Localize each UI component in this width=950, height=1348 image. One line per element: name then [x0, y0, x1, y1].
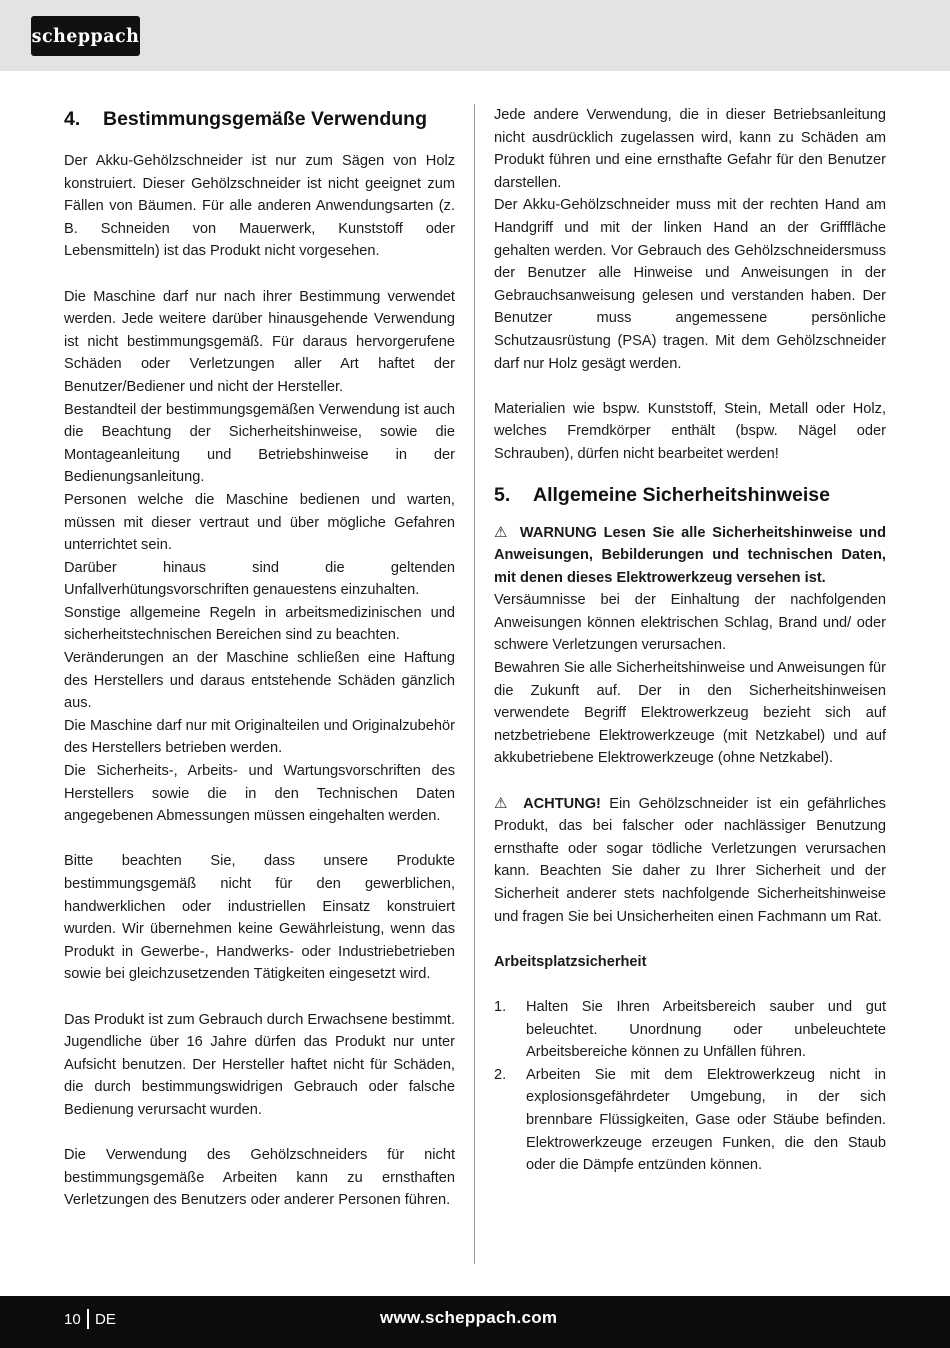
paragraph: Der Akku-Gehölzschneider ist nur zum Sägen von Holz konstruiert. Dieser Gehölzschneider ist nicht geeignet zum Fällen von Bäumen. Für alle anderen Anwendungsarten (z. B. Schneiden von Mauerwerk, Kunststoff oder Lebensmitteln) ist das Produkt nicht vorgesehen.: [64, 153, 455, 260]
section-number: 5.: [494, 483, 511, 506]
footer-bar: [0, 1296, 950, 1348]
numbered-list: [494, 996, 886, 1177]
right-column: [494, 104, 886, 1177]
paragraph: Materialien wie bspw. Kunststoff, Stein, Metall oder Holz, welches Fremdkörper enthält (bspw. Nägel oder Schrauben), dürfen nicht bearbeitet werden!: [494, 400, 886, 462]
caution-label: ACHTUNG!: [523, 795, 601, 812]
paragraph: Die Verwendung des Gehölzschneiders für nicht bestimmungsgemäße Arbeiten kann zu ernsthaften Verletzungen des Benutzers oder anderer Personen führen.: [64, 1147, 455, 1209]
list-item-number: 1.: [494, 998, 507, 1015]
paragraph: Bewahren Sie alle Sicherheitshinweise und Anweisungen für die Zukunft auf. Der in den Sicherheitshinweisen verwendete Begriff Elektrowerkzeug bezieht sich auf netzbetriebene Elektrowerkzeuge (mit Netzkabel) und auf akkubetriebene Elektrowerkzeuge (ohne Netzkabel).: [494, 660, 886, 767]
paragraph: Bestandteil der bestimmungsgemäßen Verwendung ist auch die Beachtung der Sicherheitshinweise, sowie die Montageanleitung und Betriebshinweise in der Bedienungsanleitung.: [64, 401, 455, 486]
paragraph: Versäumnisse bei der Einhaltung der nachfolgenden Anweisungen können elektrischen Schlag, Brand und/ oder schwere Verletzungen verursachen.: [494, 592, 886, 654]
section-title: Bestimmungsgemäße Verwendung: [103, 108, 427, 130]
page-number: 10: [64, 1311, 81, 1328]
section-title: Allgemeine Sicherheitshinweise: [533, 483, 830, 506]
header-bar: [0, 0, 950, 71]
paragraph: Der Akku-Gehölzschneider muss mit der rechten Hand am Handgriff und mit der linken Hand an der Grifffläche gehalten werden. Vor Gebrauch des Gehölzschneidersmuss der Benutzer alle Hinweise und Anweisungen in der Gebrauchsanweisung gelesen und verstanden haben. Der Benutzer muss angemessene persönliche Schutzausrüstung (PSA) tragen. Mit dem Gehölzschneider darf nur Holz gesägt werden.: [494, 197, 886, 372]
caution-text: Ein Gehölzschneider ist ein gefährliches Produkt, das bei falscher oder nachlässiger Benutzung ernsthafte oder sogar tödliche Verletzungen verursachen kann. Beachten Sie daher zu Ihrer Sicherheit und der Sicherheit anderer stets nachfolgende Sicherheitshinweise und fragen Sie bei Unsicherheiten einen Fachmann um Rat.: [494, 795, 886, 925]
paragraph: Sonstige allgemeine Regeln in arbeitsmedizinischen und sicherheitstechnischen Bereichen sind zu beachten.: [64, 604, 455, 644]
footer-separator: [87, 1309, 89, 1329]
list-item-text: Arbeiten Sie mit dem Elektrowerkzeug nicht in explosionsgefährdeter Umgebung, in der sich brennbare Flüssigkeiten, Gase oder Stäube befinden. Elektrowerkzeuge erzeugen Funken, die den Staub oder die Dämpfe entzünden können.: [526, 1066, 886, 1174]
paragraph: Die Maschine darf nur mit Originalteilen und Originalzubehör des Herstellers betrieben werden.: [64, 717, 455, 757]
language-code: DE: [95, 1311, 116, 1328]
warning-icon: ⚠: [494, 523, 511, 541]
caution-paragraph: [494, 793, 886, 929]
list-item: [494, 1064, 886, 1177]
paragraph: Darüber hinaus sind die geltenden Unfallverhütungsvorschriften genauestens einzuhalten.: [64, 559, 455, 599]
paragraph: Personen welche die Maschine bedienen und warten, müssen mit dieser vertraut und über mögliche Gefahren unterrichtet sein.: [64, 491, 455, 554]
list-item-text: Halten Sie Ihren Arbeitsbereich sauber und gut beleuchtet. Unordnung oder unbeleuchtete Arbeitsbereiche können zu Unfällen führen.: [526, 998, 886, 1061]
list-item-number: 2.: [494, 1066, 507, 1083]
section-number: 4.: [64, 108, 81, 130]
paragraph: Die Sicherheits-, Arbeits- und Wartungsvorschriften des Herstellers sowie die in den Technischen Daten angegebenen Abmessungen müssen eingehalten werden.: [64, 763, 455, 825]
section-heading-4: [64, 104, 455, 134]
subheading: Arbeitsplatzsicherheit: [494, 953, 647, 970]
paragraph: Jede andere Verwendung, die in dieser Betriebsanleitung nicht ausdrücklich zugelassen wird, kann zu Schäden am Produkt führen und eine ernsthafte Gefahr für den Benutzer darstellen.: [494, 107, 886, 191]
scheppach-logo: [31, 16, 140, 56]
warning-text: WARNUNG Lesen Sie alle Sicherheitshinweise und Anweisungen, Bebilderungen und technischen Daten, mit denen dieses Elektrowerkzeug versehen ist.: [494, 524, 886, 586]
warning-icon: ⚠: [494, 794, 512, 812]
paragraph: Die Maschine darf nur nach ihrer Bestimmung verwendet werden. Jede weitere darüber hinausgehende Verwendung ist nicht bestimmungsgemäß. Für daraus hervorgerufene Schäden oder Verletzungen aller Art haftet der Benutzer/Bediener und nicht der Hersteller.: [64, 288, 455, 395]
logo-text: scheppach: [31, 25, 140, 47]
website-url: www.scheppach.com: [380, 1308, 558, 1327]
paragraph: Das Produkt ist zum Gebrauch durch Erwachsene bestimmt. Jugendliche über 16 Jahre dürfen das Produkt nur unter Aufsicht benutzen. Der Hersteller haftet nicht für Schäden, die durch bestimmungswidrigen Gebrauch oder falsche Bedienung verursacht wurden.: [64, 1011, 455, 1118]
paragraph: Bitte beachten Sie, dass unsere Produkte bestimmungsgemäß nicht für den gewerblichen, handwerklichen oder industriellen Einsatz konstruiert wurden. Wir übernehmen keine Gewährleistung, wenn das Produkt in Gewerbe-, Handwerks- oder Industriebetrieben sowie bei gleichzusetzenden Tätigkeiten eingesetzt wird.: [64, 853, 455, 983]
column-divider: [474, 104, 475, 1264]
section-heading-5: [494, 480, 886, 510]
list-item: [494, 996, 886, 1064]
warning-paragraph: [494, 522, 886, 590]
paragraph: Veränderungen an der Maschine schließen eine Haftung des Herstellers und daraus entstehende Schäden gänzlich aus.: [64, 650, 455, 712]
left-column: [64, 104, 455, 1212]
